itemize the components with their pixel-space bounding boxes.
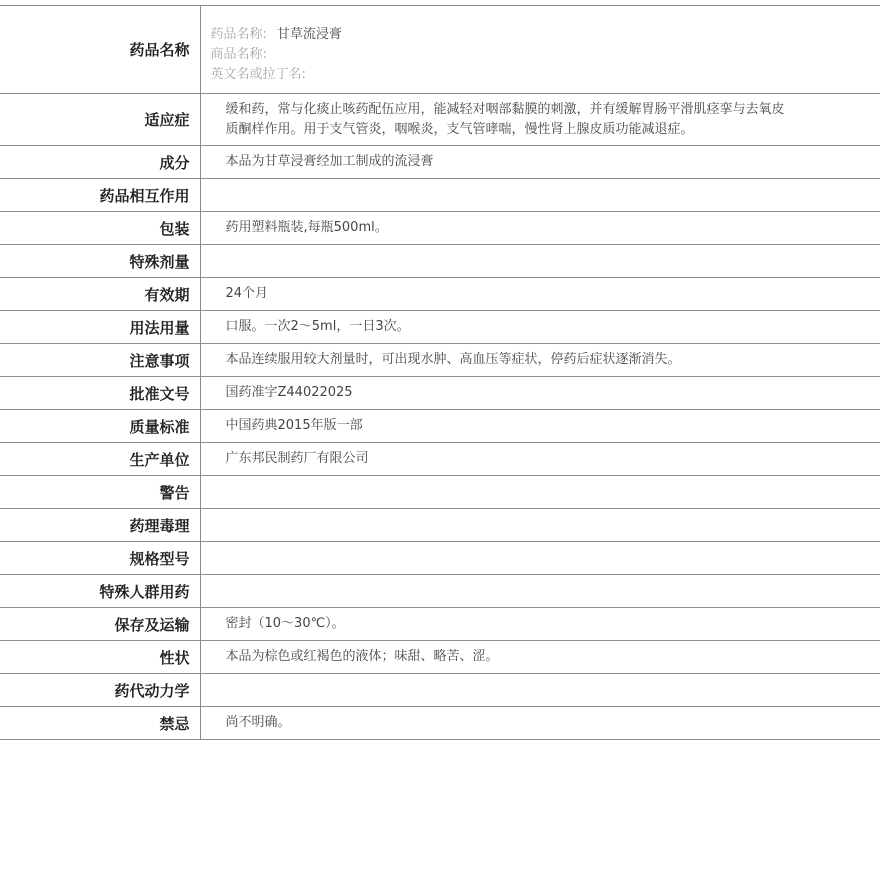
generic-name-line — [211, 25, 880, 45]
table-row — [0, 245, 880, 278]
drug-name-cell — [200, 6, 880, 94]
table-row — [0, 674, 880, 707]
row-value: 尚不明确。 — [200, 707, 880, 740]
table-row — [0, 179, 880, 212]
table-row — [0, 212, 880, 245]
row-value — [200, 509, 880, 542]
table-row — [0, 146, 880, 179]
row-label: 特殊剂量 — [0, 245, 200, 278]
row-label: 药理毒理 — [0, 509, 200, 542]
row-value: 国药准字Z44022025 — [200, 377, 880, 410]
table-row — [0, 278, 880, 311]
row-label: 药品相互作用 — [0, 179, 200, 212]
row-label: 质量标准 — [0, 410, 200, 443]
row-label: 禁忌 — [0, 707, 200, 740]
drug-info-table — [0, 5, 880, 740]
row-value: 密封（10～30℃）。 — [200, 608, 880, 641]
table-row — [0, 608, 880, 641]
row-label: 保存及运输 — [0, 608, 200, 641]
row-label: 用法用量 — [0, 311, 200, 344]
row-value: 药用塑料瓶装,每瓶500ml。 — [200, 212, 880, 245]
row-label: 药品名称 — [0, 6, 200, 94]
row-value — [200, 575, 880, 608]
table-row — [0, 344, 880, 377]
row-value — [200, 674, 880, 707]
row-value: 口服。一次2～5ml，一日3次。 — [200, 311, 880, 344]
row-label: 药代动力学 — [0, 674, 200, 707]
row-label: 警告 — [0, 476, 200, 509]
table-row — [0, 509, 880, 542]
generic-name-value: 甘草流浸膏 — [276, 26, 342, 42]
table-row — [0, 575, 880, 608]
row-label: 包装 — [0, 212, 200, 245]
row-value: 本品为甘草浸膏经加工制成的流浸膏 — [200, 146, 880, 179]
row-value-text: 缓和药，常与化痰止咳药配伍应用，能减轻对咽部黏膜的刺激，并有缓解胃肠平滑肌痉挛与去氧皮质酮样作用。用于支气管炎，咽喉炎，支气管哮喘，慢性肾上腺皮质功能减退症。 — [225, 101, 785, 137]
row-value — [200, 476, 880, 509]
trade-name-label: 商品名称: — [210, 46, 267, 62]
table-row — [0, 707, 880, 740]
table-row — [0, 443, 880, 476]
table-row — [0, 377, 880, 410]
english-name-label: 英文名或拉丁名: — [210, 66, 306, 82]
table-row-drug-name — [0, 6, 880, 94]
row-label: 适应症 — [0, 94, 200, 146]
row-label: 规格型号 — [0, 542, 200, 575]
generic-name-label: 药品名称: — [210, 26, 267, 42]
table-row — [0, 311, 880, 344]
table-row — [0, 542, 880, 575]
row-value — [200, 179, 880, 212]
row-value: 24个月 — [200, 278, 880, 311]
english-name-line — [211, 65, 880, 85]
table-row — [0, 410, 880, 443]
row-value — [200, 94, 880, 146]
table-row — [0, 94, 880, 146]
row-label: 批准文号 — [0, 377, 200, 410]
row-label: 注意事项 — [0, 344, 200, 377]
row-label: 性状 — [0, 641, 200, 674]
row-label: 生产单位 — [0, 443, 200, 476]
table-row — [0, 641, 880, 674]
trade-name-line — [211, 45, 880, 65]
table-row — [0, 476, 880, 509]
row-value: 广东邦民制药厂有限公司 — [200, 443, 880, 476]
row-value: 中国药典2015年版一部 — [200, 410, 880, 443]
row-value: 本品连续服用较大剂量时，可出现水肿、高血压等症状，停药后症状逐渐消失。 — [200, 344, 880, 377]
row-label: 成分 — [0, 146, 200, 179]
row-value — [200, 245, 880, 278]
row-label: 有效期 — [0, 278, 200, 311]
row-value: 本品为棕色或红褐色的液体；味甜、略苦、涩。 — [200, 641, 880, 674]
row-label: 特殊人群用药 — [0, 575, 200, 608]
row-value — [200, 542, 880, 575]
